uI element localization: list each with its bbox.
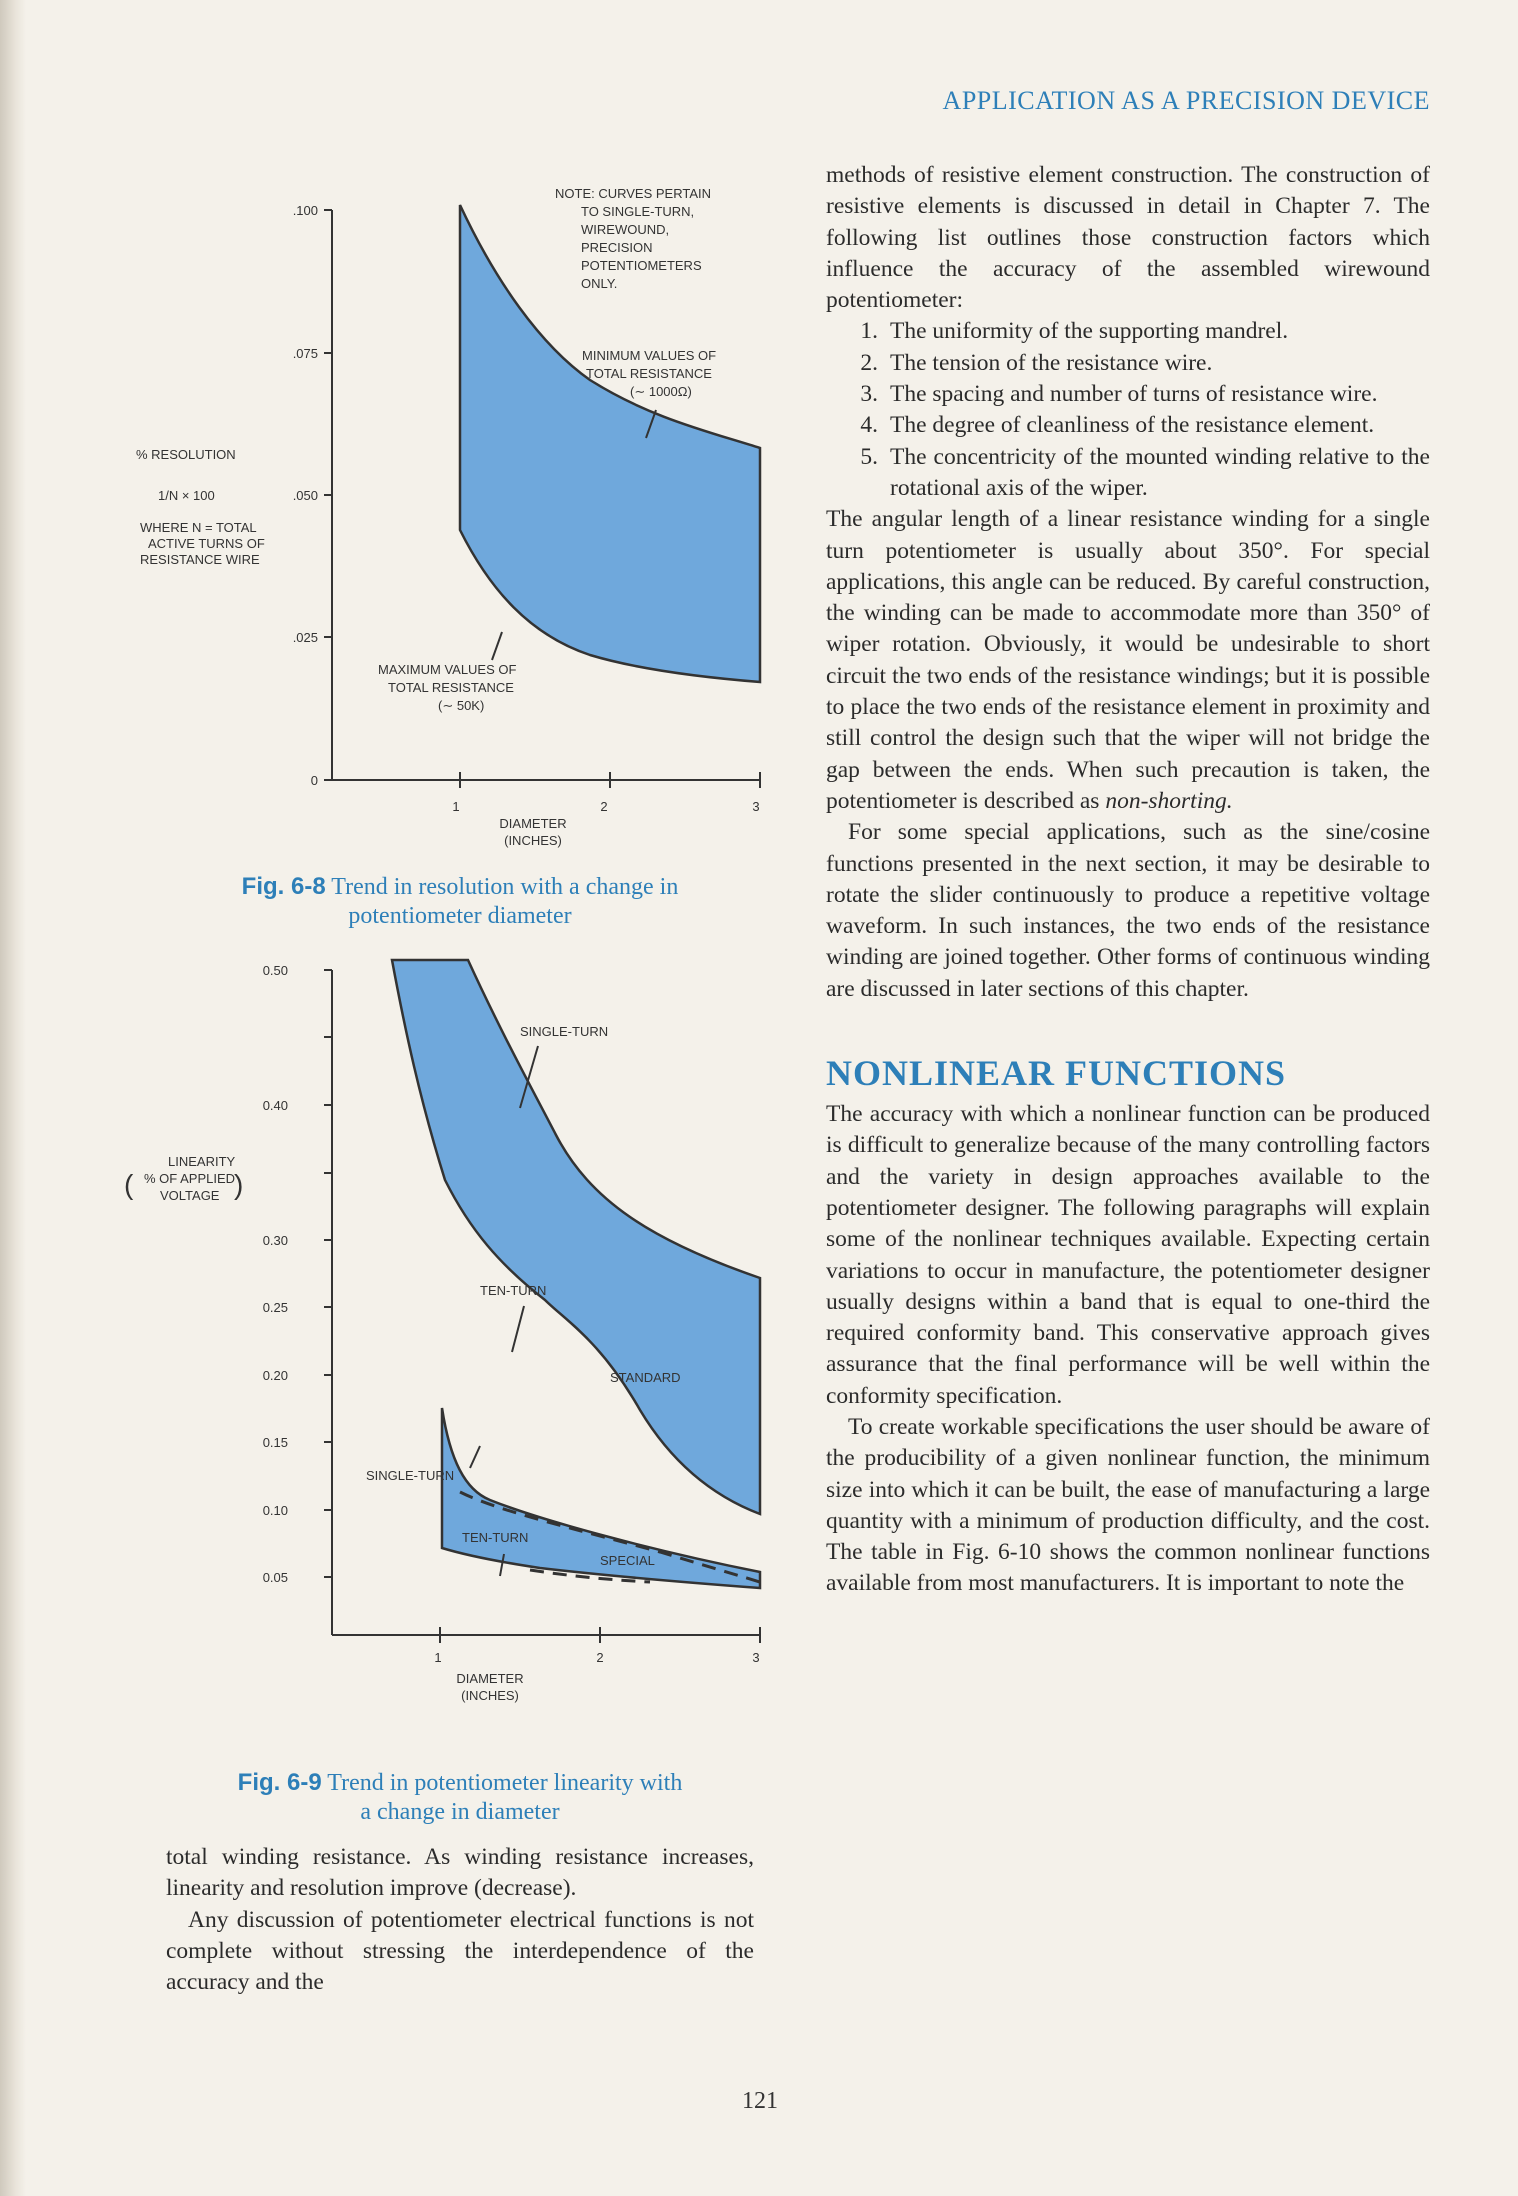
fig8-ytick: .100 (292, 203, 318, 218)
paragraph: The angular length of a linear resistance winding for a single turn potentiometer is usually about 350°. For special applications, this angle can be reduced. By careful construction, the winding can be made to accommodate more than 350° of wiper rotation. Obviously, it would be undesirable to short circuit the two ends of the resistance windings; but it is possible to place the two ends of the resistance element in proximity and still control the design such that the wiper will not bridge the gap between the ends. When such precaution is taken, the potentiometer is described as non-shorting. (826, 506, 1430, 814)
fig9-xlabel: DIAMETER (456, 1671, 524, 1686)
fig9-pointer (512, 1306, 524, 1352)
fig8-ylabel-formula: 1/N × 100 (158, 488, 215, 503)
svg-text:(∼ 50K): (∼ 50K) (438, 698, 485, 713)
fig9-ylabel-paren: ( (124, 1169, 134, 1200)
fig9-ytick: 0.30 (262, 1233, 288, 1248)
paragraph: Any discussion of potentiometer electrical functions is not complete without stressing the interdependence of the accuracy and the (166, 1906, 754, 1996)
fig9-ytick: 0.40 (262, 1098, 288, 1113)
left-column-text (166, 1842, 754, 1998)
fig9-caption (166, 1768, 754, 1827)
list-item: 4. The degree of cleanliness of the resistance element. (860, 412, 1375, 439)
fig8-ylabel: ACTIVE TURNS OF (148, 536, 265, 551)
fig8-caption-text: potentiometer diameter (348, 903, 572, 929)
fig8-max-pointer (492, 632, 502, 660)
fig9-ylabel-paren: ) (234, 1169, 244, 1200)
fig9-xlabel: (INCHES) (461, 1688, 519, 1703)
fig9-label-ten-turn-bottom: TEN-TURN (462, 1530, 529, 1545)
book-spine-shadow (0, 0, 26, 2196)
fig8-note (555, 186, 711, 291)
fig9-caption-text: Trend in potentiometer linearity with (327, 1770, 683, 1796)
fig9-ytick: 0.15 (262, 1435, 288, 1450)
list-item: 1. The uniformity of the supporting mandrel. (860, 318, 1289, 345)
fig8-xlabel: (INCHES) (504, 833, 562, 848)
svg-text:NOTE: CURVES PERTAIN: NOTE: CURVES PERTAIN (555, 186, 712, 201)
fig9-ytick: 0.10 (262, 1503, 288, 1518)
fig8-ytick: 0 (310, 773, 318, 788)
fig8-xtick: 3 (752, 799, 760, 814)
svg-text:TOTAL RESISTANCE: TOTAL RESISTANCE (586, 366, 712, 381)
figure-6-8 (120, 170, 780, 870)
fig9-ytick: 0.25 (262, 1300, 288, 1315)
fig9-ylabel: % OF APPLIED (144, 1171, 236, 1186)
fig9-ylabel: VOLTAGE (160, 1188, 220, 1203)
section-title: NONLINEAR FUNCTIONS (826, 1053, 1287, 1094)
svg-text:MAXIMUM VALUES OF: MAXIMUM VALUES OF (378, 662, 517, 677)
svg-text:PRECISION: PRECISION (581, 240, 653, 255)
paragraph: The accuracy with which a nonlinear function can be produced is difficult to generalize because of the many controlling factors and the variety in design approaches available to the potentiometer designer. The following paragraphs will explain some of the nonlinear techniques available. Expecting certain variations to occur in manufacture, the potentiometer designer usually designs within a band that is equal to one-third the required conformity band. This conservative approach gives assurance that the final performance will be well within the conformity specification. (826, 1101, 1430, 1409)
fig9-ytick: 0.20 (262, 1368, 288, 1383)
list-item: 3. The spacing and number of turns of resistance wire. (860, 381, 1378, 408)
svg-text:ONLY.: ONLY. (581, 276, 618, 291)
fig9-ylabel: LINEARITY (168, 1154, 236, 1169)
paragraph: To create workable specifications the user should be aware of the producibility of a given nonlinear function, the minimum size into which it can be built, the ease of manufacturing a large quantity with a minimum of production difficulty, and the cost. The table in Fig. 6-10 shows the common nonlinear functions available from most manufacturers. It is important to note the (826, 1413, 1430, 1597)
fig9-ytick: 0.50 (262, 963, 288, 978)
right-column-text (826, 160, 1430, 1600)
fig8-caption (166, 872, 754, 931)
svg-text:TO SINGLE-TURN,: TO SINGLE-TURN, (581, 204, 695, 219)
construction-factors-list (826, 316, 1430, 504)
fig8-xlabel: DIAMETER (499, 816, 567, 831)
svg-text:(∼ 1000Ω): (∼ 1000Ω) (630, 384, 692, 399)
fig8-ylabel: WHERE N = TOTAL (140, 520, 257, 535)
fig8-ytick: .025 (292, 630, 318, 645)
fig8-max-label (378, 662, 517, 713)
fig9-label-special: SPECIAL (600, 1553, 655, 1568)
fig9-label-single-turn-top: SINGLE-TURN (520, 1024, 609, 1039)
fig8-ylabel: RESISTANCE WIRE (140, 552, 260, 567)
running-header: APPLICATION AS A PRECISION DEVICE (942, 86, 1430, 115)
fig8-xtick: 1 (452, 799, 460, 814)
paragraph: methods of resistive element construction. The construction of resistive elements is discussed in detail in Chapter 7. The following list outlines those construction factors which influence the accuracy of the assembled wirewound potentiometer: (826, 162, 1430, 314)
fig9-label-ten-turn-top: TEN-TURN (480, 1283, 547, 1298)
svg-text:POTENTIOMETERS: POTENTIOMETERS (581, 258, 702, 273)
emphasis-term: non-shorting. (1105, 787, 1233, 814)
fig8-ytick: .075 (292, 346, 318, 361)
fig9-xtick: 3 (752, 1650, 760, 1665)
list-item: 5. The concentricity of the mounted winding relative to the rotational axis of the wiper. (860, 443, 1430, 501)
fig9-xtick: 2 (596, 1650, 604, 1665)
svg-text:TOTAL RESISTANCE: TOTAL RESISTANCE (388, 680, 514, 695)
fig9-ytick: 0.05 (262, 1570, 288, 1585)
fig9-caption-text: a change in diameter (360, 1799, 560, 1825)
fig8-ytick: .050 (292, 488, 318, 503)
svg-text:MINIMUM VALUES OF: MINIMUM VALUES OF (582, 348, 717, 363)
fig9-caption-label: Fig. 6-9 (237, 1769, 322, 1796)
list-item: 2. The tension of the resistance wire. (860, 349, 1213, 376)
fig8-caption-text: Trend in resolution with a change in (331, 874, 679, 900)
fig9-label-standard: STANDARD (610, 1370, 681, 1385)
fig8-caption-label: Fig. 6-8 (241, 873, 326, 900)
paragraph: For some special applications, such as the sine/cosine functions presented in the next section, it may be desirable to rotate the slider continuously to produce a repetitive voltage waveform. In such instances, the two ends of the resistance winding are joined together. Other forms of continuous winding are discussed in later sections of this chapter. (826, 819, 1430, 1002)
fig9-xtick: 1 (434, 1650, 442, 1665)
page-number: 121 (742, 2088, 778, 2114)
paragraph: total winding resistance. As winding resistance increases, linearity and resolution improve (decrease). (166, 1844, 754, 1902)
svg-text:WIREWOUND,: WIREWOUND, (581, 222, 670, 237)
fig8-ylabel: % RESOLUTION (136, 447, 236, 462)
fig8-xtick: 2 (600, 799, 608, 814)
figure-6-9 (120, 940, 780, 1760)
fig9-label-single-turn-bottom: SINGLE-TURN (366, 1468, 455, 1483)
fig9-pointer (470, 1446, 480, 1468)
